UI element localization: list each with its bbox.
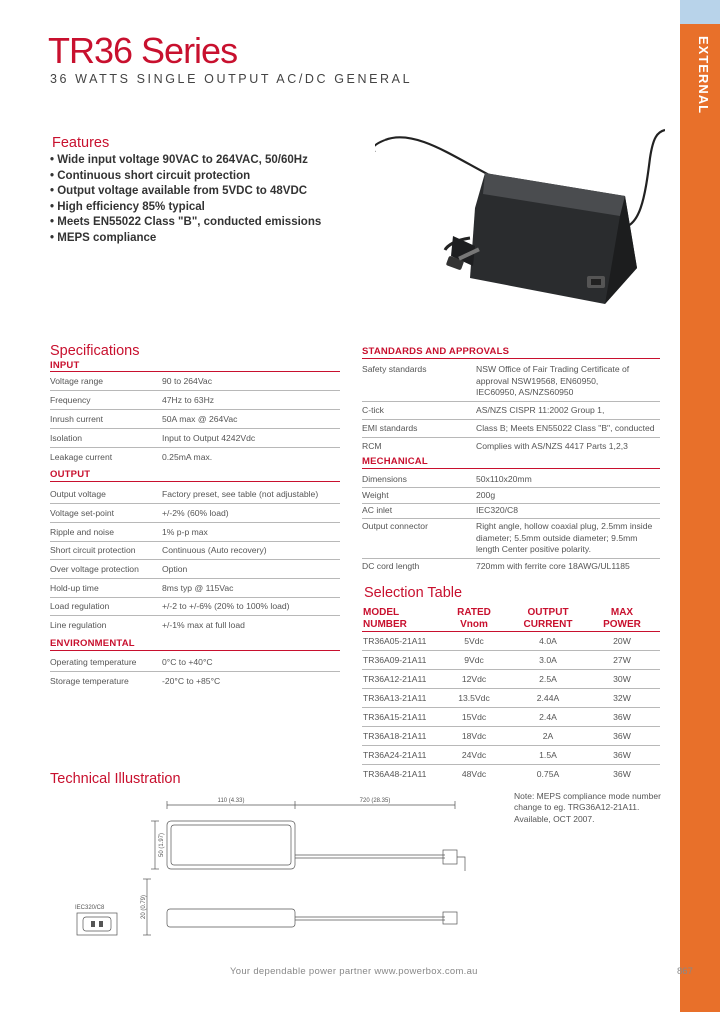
divider <box>50 371 340 372</box>
col-head-line: POWER <box>603 618 641 630</box>
col-head-line: MAX <box>610 607 634 618</box>
spec-value: +/-2% (60% load) <box>162 508 229 518</box>
spec-label: Over voltage protection <box>50 564 139 574</box>
features-list <box>50 153 321 247</box>
mechanical-header: MECHANICAL <box>362 456 428 467</box>
table-cell: 30W <box>613 674 631 684</box>
spec-value: 50A max @ 264Vac <box>162 414 238 424</box>
table-cell: 36W <box>613 769 631 779</box>
spec-label: Output voltage <box>50 489 106 499</box>
col-head-current <box>512 607 584 630</box>
feature-item: • Wide input voltage 90VAC to 264VAC, 50/60Hz <box>50 153 321 169</box>
standard-value: Complies with AS/NZS 4417 Parts 1,2,3 <box>476 441 628 451</box>
mechanical-label: DC cord length <box>362 561 420 571</box>
mechanical-value: 720mm with ferrite core 18AWG/UL1185 <box>476 561 630 571</box>
divider <box>362 650 660 651</box>
divider <box>362 518 660 519</box>
col-head-line: MODEL <box>363 607 400 618</box>
spec-value: 0°C to +40°C <box>162 657 213 667</box>
spec-value: 8ms typ @ 115Vac <box>162 583 234 593</box>
divider <box>362 401 660 402</box>
divider <box>50 578 340 579</box>
standards-header: STANDARDS AND APPROVALS <box>362 346 510 357</box>
divider <box>50 522 340 523</box>
col-head-model <box>363 607 407 630</box>
spec-label: Storage temperature <box>50 676 129 686</box>
table-cell: TR36A12-21A11 <box>363 674 427 684</box>
table-cell: TR36A48-21A11 <box>363 769 427 779</box>
divider <box>50 503 340 504</box>
col-head-power <box>594 607 650 630</box>
divider <box>362 358 660 359</box>
col-head-line: CURRENT <box>523 618 573 630</box>
side-tab <box>680 0 720 1012</box>
divider <box>50 597 340 598</box>
spec-value: +/-2 to +/-6% (20% to 100% load) <box>162 601 290 611</box>
divider <box>50 409 340 410</box>
table-cell: TR36A09-21A11 <box>363 655 427 665</box>
standard-label: RCM <box>362 441 382 451</box>
spec-value: Option <box>162 564 188 574</box>
mechanical-label: Dimensions <box>362 474 407 484</box>
table-cell: 1.5A <box>539 750 557 760</box>
table-cell: TR36A24-21A11 <box>363 750 427 760</box>
page-subtitle: 36 WATTS SINGLE OUTPUT AC/DC GENERAL <box>50 72 413 86</box>
table-cell: 2.4A <box>539 712 557 722</box>
col-head-line: Vnom <box>460 618 488 630</box>
divider <box>50 390 340 391</box>
table-cell: 15Vdc <box>461 712 487 722</box>
table-cell: 5Vdc <box>464 636 484 646</box>
table-cell: TR36A18-21A11 <box>363 731 427 741</box>
divider <box>362 669 660 670</box>
mechanical-label: Weight <box>362 490 389 500</box>
spec-label: Isolation <box>50 433 83 443</box>
spec-label: Operating temperature <box>50 657 137 667</box>
table-cell: 2A <box>542 731 554 741</box>
table-cell: 36W <box>613 712 631 722</box>
page-title: TR36 Series <box>48 30 238 71</box>
spec-value: Factory preset, see table (not adjustable) <box>162 489 319 499</box>
inlet-label: IEC320/C8 <box>75 905 105 911</box>
col-head-rated <box>445 607 503 630</box>
divider <box>362 707 660 708</box>
features-title: Features <box>52 135 110 151</box>
divider <box>50 615 340 616</box>
spec-label: Load regulation <box>50 601 110 611</box>
side-tab-label: EXTERNAL <box>696 36 711 115</box>
divider <box>362 726 660 727</box>
side-tab-top <box>680 0 720 24</box>
divider <box>362 419 660 420</box>
mechanical-label: AC inlet <box>362 505 393 515</box>
divider <box>50 447 340 448</box>
table-cell: 2.44A <box>536 693 560 703</box>
divider <box>362 487 660 488</box>
col-head-line: RATED <box>457 607 491 618</box>
illustration-title: Technical Illustration <box>50 771 181 787</box>
table-cell: 9Vdc <box>464 655 484 665</box>
table-cell: 18Vdc <box>461 731 487 741</box>
selection-table-title: Selection Table <box>364 585 463 601</box>
divider <box>362 764 660 765</box>
table-cell: 32W <box>613 693 631 703</box>
feature-item: • Meets EN55022 Class "B", conducted emissions <box>50 215 321 231</box>
standard-label: Safety standards <box>362 364 427 374</box>
feature-item: • Output voltage available from 5VDC to 48VDC <box>50 184 321 200</box>
spec-value: -20°C to +85°C <box>162 676 221 686</box>
mechanical-value: 200g <box>476 490 496 500</box>
spec-label: Inrush current <box>50 414 104 424</box>
technical-drawing <box>55 795 495 945</box>
spec-value: 90 to 264Vac <box>162 376 213 386</box>
spec-value: 1% p-p max <box>162 527 208 537</box>
dim-depth-label: 20 (0.79) <box>141 894 147 920</box>
table-cell: 24Vdc <box>461 750 487 760</box>
table-cell: 4.0A <box>539 636 557 646</box>
divider <box>362 437 660 438</box>
table-cell: TR36A15-21A11 <box>363 712 427 722</box>
standard-value: Class B; Meets EN55022 Class "B", conducted <box>476 423 655 433</box>
divider <box>50 559 340 560</box>
table-cell: TR36A13-21A11 <box>363 693 427 703</box>
divider <box>50 650 340 651</box>
spec-label: Line regulation <box>50 620 107 630</box>
dim-height-label: 50 (1.97) <box>159 832 165 858</box>
output-header: OUTPUT <box>50 469 91 480</box>
input-header: INPUT <box>50 360 80 371</box>
dim-cord-label: 720 (28.35) <box>359 798 391 804</box>
spec-label: Leakage current <box>50 452 113 462</box>
table-cell: 20W <box>613 636 631 646</box>
spec-label: Short circuit protection <box>50 545 136 555</box>
meps-note: Note: MEPS compliance mode number change to eg. TRG36A12-21A11. Available, OCT 2007. <box>514 791 661 824</box>
divider <box>50 428 340 429</box>
table-cell: 12Vdc <box>461 674 487 684</box>
mechanical-value: Right angle, hollow coaxial plug, 2.5mm inside diameter; 5.5mm outside diameter; 9.5mm length Center positive polarity. <box>476 521 653 554</box>
table-cell: 48Vdc <box>461 769 487 779</box>
standard-label: EMI standards <box>362 423 418 433</box>
divider <box>50 671 340 672</box>
feature-item: • High efficiency 85% typical <box>50 200 321 216</box>
col-head-line: OUTPUT <box>527 607 569 618</box>
spec-value: 47Hz to 63Hz <box>162 395 215 405</box>
spec-value: Continuous (Auto recovery) <box>162 545 267 555</box>
table-cell: 0.75A <box>536 769 560 779</box>
spec-value: Input to Output 4242Vdc <box>162 433 256 443</box>
page-number: 867 <box>677 966 693 977</box>
table-cell: 3.0A <box>539 655 557 665</box>
mechanical-value: IEC320/C8 <box>476 505 519 515</box>
divider <box>362 745 660 746</box>
footer-tagline: Your dependable power partner www.powerbox.com.au <box>230 966 478 977</box>
feature-item: • MEPS compliance <box>50 231 321 247</box>
table-cell: TR36A05-21A11 <box>363 636 427 646</box>
standard-label: C-tick <box>362 405 384 415</box>
divider <box>50 481 340 482</box>
col-head-line: NUMBER <box>363 618 407 630</box>
spec-label: Ripple and noise <box>50 527 115 537</box>
table-cell: 36W <box>613 731 631 741</box>
divider <box>362 468 660 469</box>
mechanical-label: Output connector <box>362 521 428 531</box>
spec-label: Hold-up time <box>50 583 99 593</box>
table-cell: 36W <box>613 750 631 760</box>
table-cell: 13.5Vdc <box>458 693 490 703</box>
spec-value: +/-1% max at full load <box>162 620 245 630</box>
dim-width-label: 110 (4.33) <box>217 798 245 804</box>
spec-label: Voltage range <box>50 376 104 386</box>
standard-value: AS/NZS CISPR 11:2002 Group 1, <box>476 405 605 415</box>
divider <box>362 503 660 504</box>
spec-value: 0.25mA max. <box>162 452 213 462</box>
spec-label: Frequency <box>50 395 91 405</box>
divider <box>50 541 340 542</box>
spec-label: Voltage set-point <box>50 508 115 518</box>
table-cell: 27W <box>613 655 631 665</box>
table-cell: 2.5A <box>539 674 557 684</box>
product-photo <box>375 118 665 318</box>
specifications-title: Specifications <box>50 343 140 359</box>
divider <box>362 688 660 689</box>
divider <box>362 631 660 632</box>
divider <box>362 558 660 559</box>
feature-item: • Continuous short circuit protection <box>50 169 321 185</box>
standard-value: NSW Office of Fair Trading Certificate of approval NSW19568, EN60950, IEC60950, AS/NZS60950 <box>476 364 630 397</box>
mechanical-value: 50x110x20mm <box>476 474 532 484</box>
environmental-header: ENVIRONMENTAL <box>50 638 135 649</box>
